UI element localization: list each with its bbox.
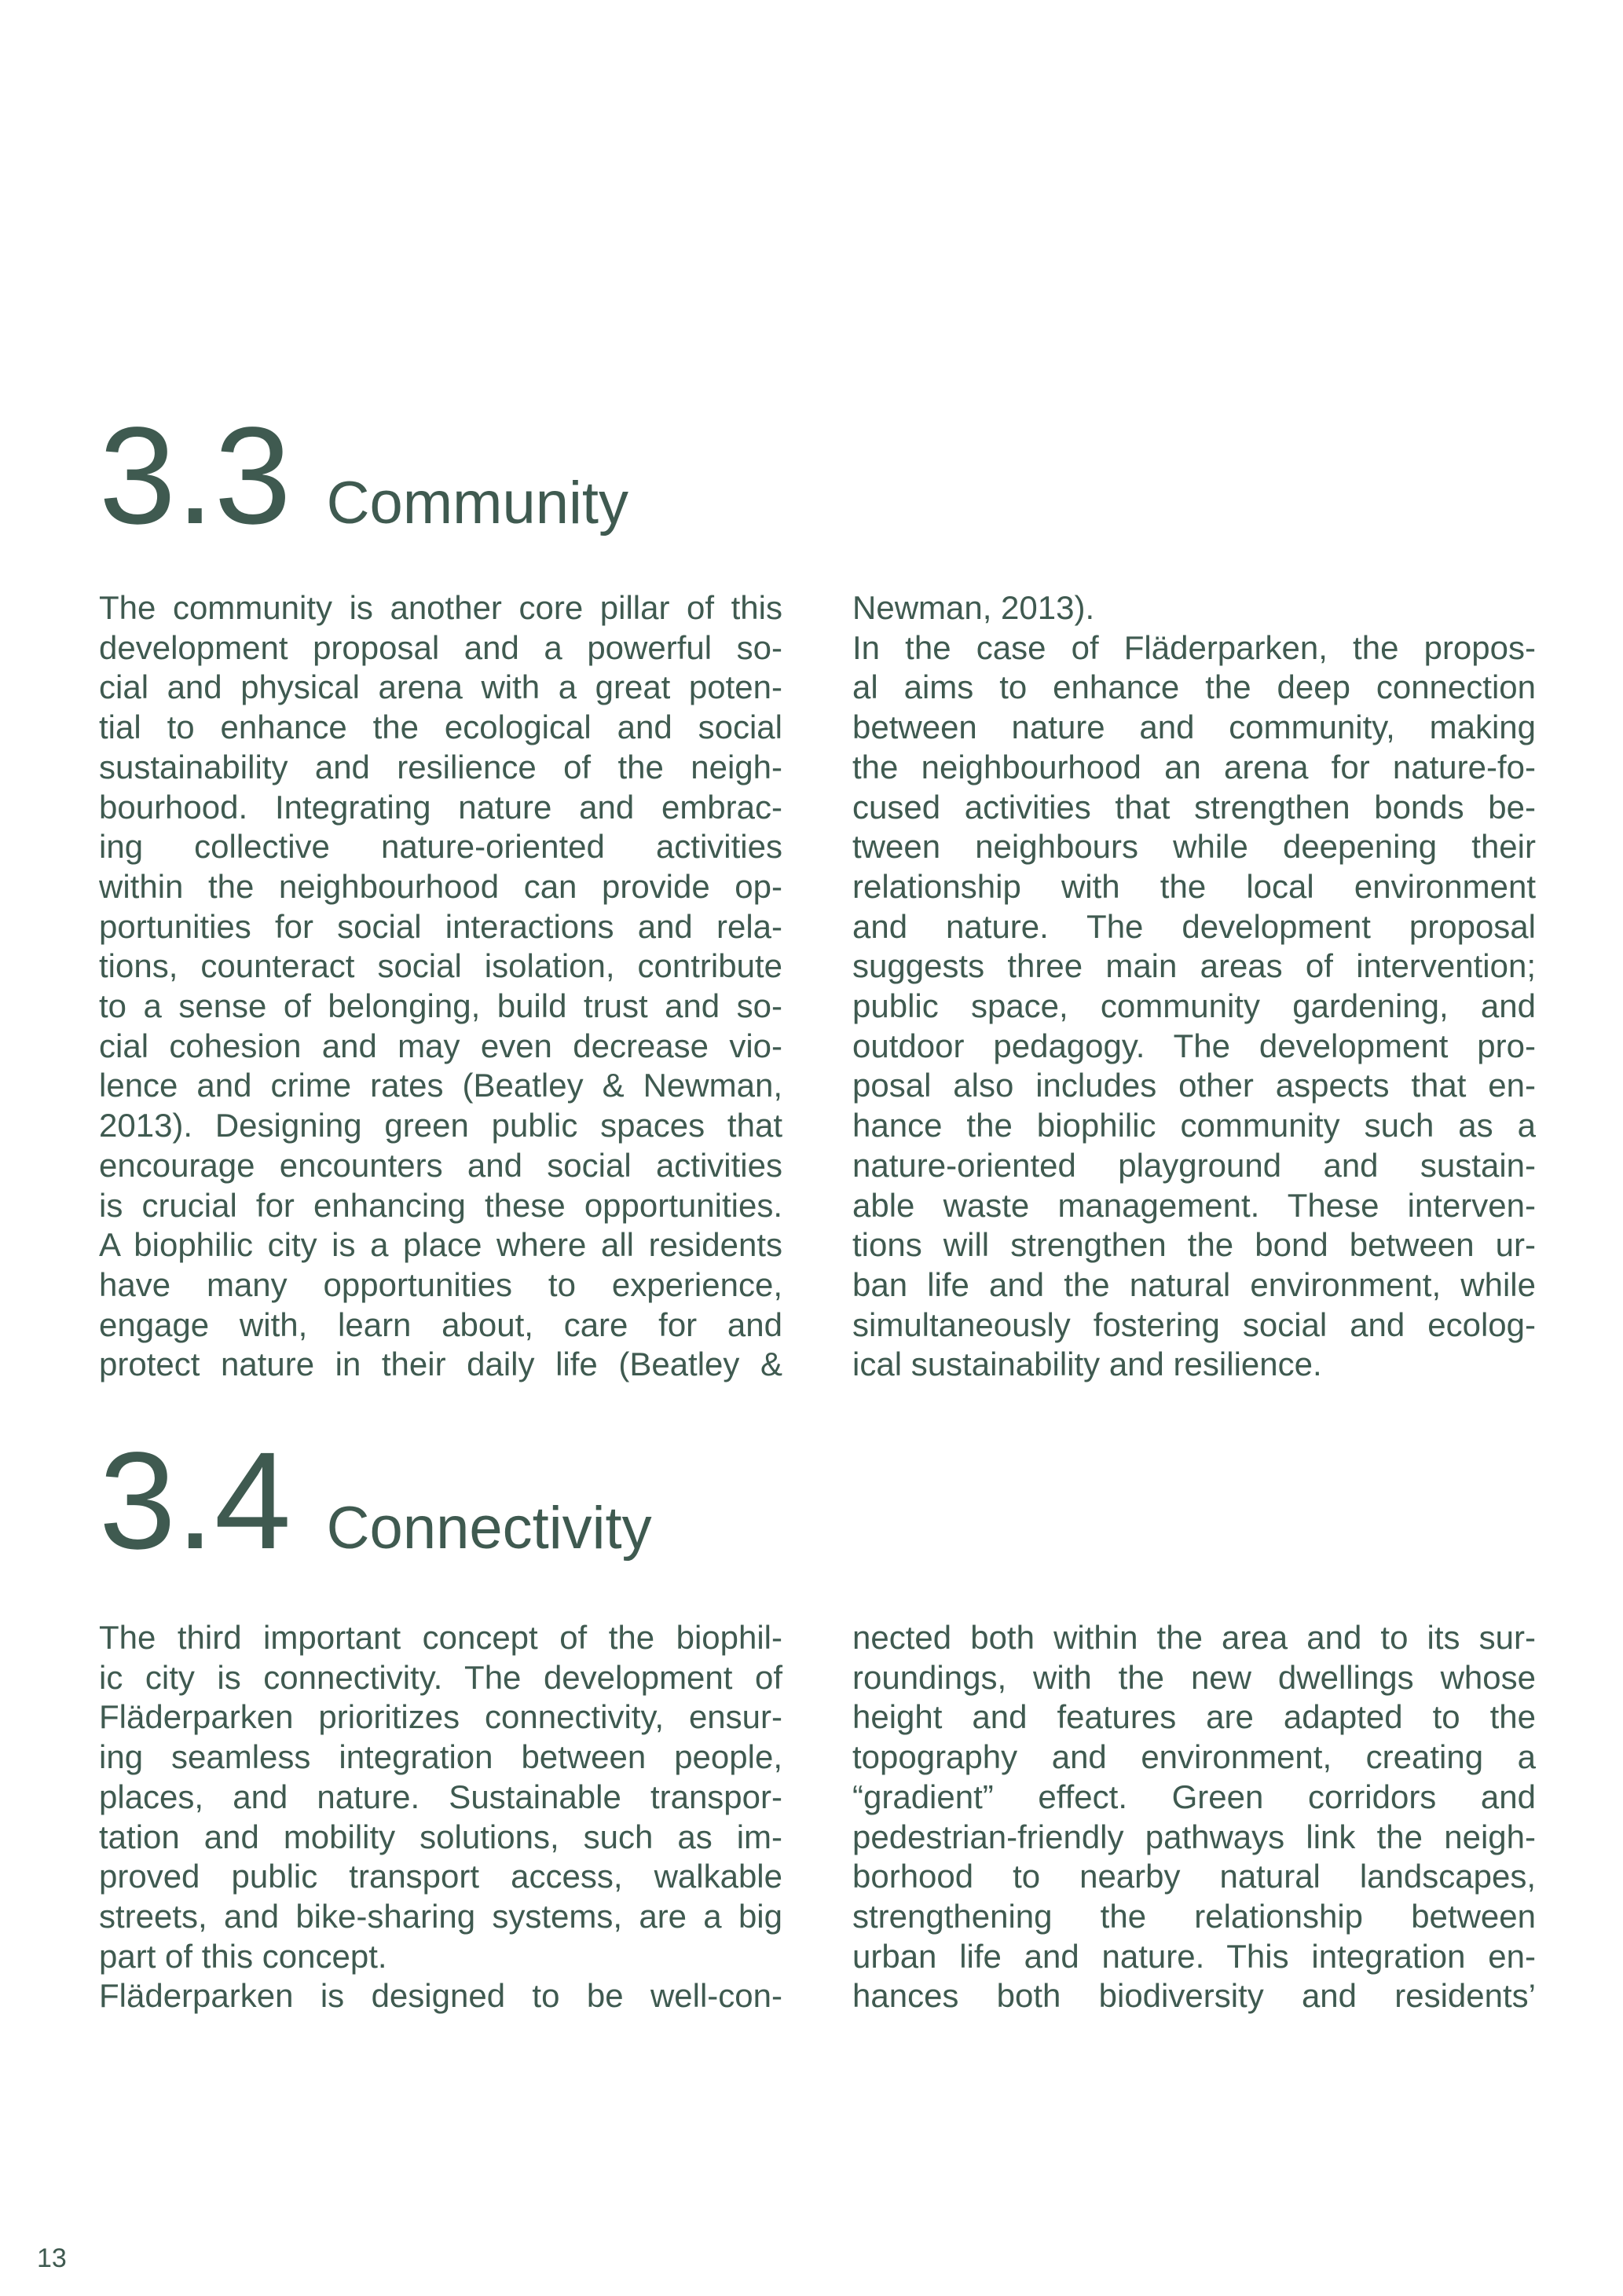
section-number: 3.4 [99, 1424, 291, 1578]
community-left-column [99, 588, 782, 1385]
text-line: topography and environment, creating a [852, 1738, 1536, 1776]
text-line: nature-oriented playground and sustain- [852, 1146, 1536, 1184]
text-line: to a sense of belonging, build trust and so- [99, 987, 782, 1025]
text-line: pedestrian-friendly pathways link the neigh- [852, 1818, 1536, 1855]
text-line: the neighbourhood an arena for nature-fo- [852, 748, 1536, 785]
text-line: posal also includes other aspects that en- [852, 1067, 1536, 1104]
text-line: cused activities that strengthen bonds be- [852, 788, 1536, 826]
text-line: Fläderparken is designed to be well-con- [99, 1977, 782, 2015]
text-line: tation and mobility solutions, such as im- [99, 1818, 782, 1855]
text-line: borhood to nearby natural landscapes, [852, 1858, 1536, 1895]
section-heading-community [99, 399, 628, 553]
text-line: engage with, learn about, care for and [99, 1305, 782, 1343]
text-line: tions, counteract social isolation, contribute [99, 947, 782, 985]
text-line: Newman, 2013). [852, 589, 1095, 626]
text-line: streets, and bike-sharing systems, are a big [99, 1897, 782, 1935]
text-line: tween neighbours while deepening their [852, 828, 1536, 866]
text-line: ing collective nature-oriented activities [99, 828, 782, 866]
text-line: bourhood. Integrating nature and embrac- [99, 788, 782, 826]
text-line: tial to enhance the ecological and social [99, 709, 782, 746]
text-line: development proposal and a powerful so- [99, 628, 782, 666]
community-right-column [852, 588, 1536, 1385]
connectivity-left-column [99, 1618, 782, 2016]
text-line: relationship with the local environment [852, 867, 1536, 905]
text-line: hances both biodiversity and residents’ [852, 1977, 1536, 2015]
text-line: simultaneously fostering social and ecolog- [852, 1305, 1536, 1343]
section-number: 3.3 [99, 399, 291, 553]
text-line: The third important concept of the biophil- [99, 1619, 782, 1656]
text-line: nected both within the area and to its sur- [852, 1619, 1536, 1656]
text-line: In the case of Fläderparken, the propos- [852, 628, 1536, 666]
connectivity-right-column [852, 1618, 1536, 2016]
text-line: strengthening the relationship between [852, 1897, 1536, 1935]
text-line: and nature. The development proposal [852, 907, 1536, 945]
text-line: urban life and nature. This integration en- [852, 1937, 1536, 1975]
text-line: tions will strengthen the bond between ur- [852, 1226, 1536, 1264]
text-line: lence and crime rates (Beatley & Newman, [99, 1067, 782, 1104]
text-line: suggests three main areas of intervention; [852, 947, 1536, 985]
text-line: protect nature in their daily life (Beatley & [99, 1346, 782, 1383]
text-line: al aims to enhance the deep connection [852, 668, 1536, 706]
text-line: ban life and the natural environment, while [852, 1265, 1536, 1303]
text-line: able waste management. These interven- [852, 1186, 1536, 1224]
section-title: Connectivity [326, 1495, 652, 1562]
section-title: Community [326, 470, 628, 536]
text-line: ic city is connectivity. The development of [99, 1658, 782, 1696]
text-line: “gradient” effect. Green corridors and [852, 1778, 1536, 1815]
text-line: have many opportunities to experience, [99, 1265, 782, 1303]
text-line: public space, community gardening, and [852, 987, 1536, 1025]
text-line: hance the biophilic community such as a [852, 1107, 1536, 1144]
text-line: cial cohesion and may even decrease vio- [99, 1027, 782, 1064]
text-line: within the neighbourhood can provide op- [99, 867, 782, 905]
text-line: between nature and community, making [852, 709, 1536, 746]
text-line: part of this concept. [99, 1937, 387, 1975]
section-heading-connectivity [99, 1424, 652, 1578]
text-line: 2013). Designing green public spaces that [99, 1107, 782, 1144]
text-line: proved public transport access, walkable [99, 1858, 782, 1895]
text-line: The community is another core pillar of this [99, 589, 782, 626]
page-number: 13 [37, 2243, 67, 2273]
text-line: sustainability and resilience of the neigh- [99, 748, 782, 785]
text-line: ing seamless integration between people, [99, 1738, 782, 1776]
text-line: portunities for social interactions and rela- [99, 907, 782, 945]
text-line: encourage encounters and social activities [99, 1146, 782, 1184]
text-line: cial and physical arena with a great poten- [99, 668, 782, 706]
text-line: height and features are adapted to the [852, 1698, 1536, 1736]
text-line: is crucial for enhancing these opportunities. [99, 1186, 782, 1224]
text-line: outdoor pedagogy. The development pro- [852, 1027, 1536, 1064]
text-line: roundings, with the new dwellings whose [852, 1658, 1536, 1696]
text-line: A biophilic city is a place where all residents [99, 1226, 782, 1264]
text-line: Fläderparken prioritizes connectivity, ensur- [99, 1698, 782, 1736]
text-line: places, and nature. Sustainable transpor- [99, 1778, 782, 1815]
text-line: ical sustainability and resilience. [852, 1346, 1322, 1383]
